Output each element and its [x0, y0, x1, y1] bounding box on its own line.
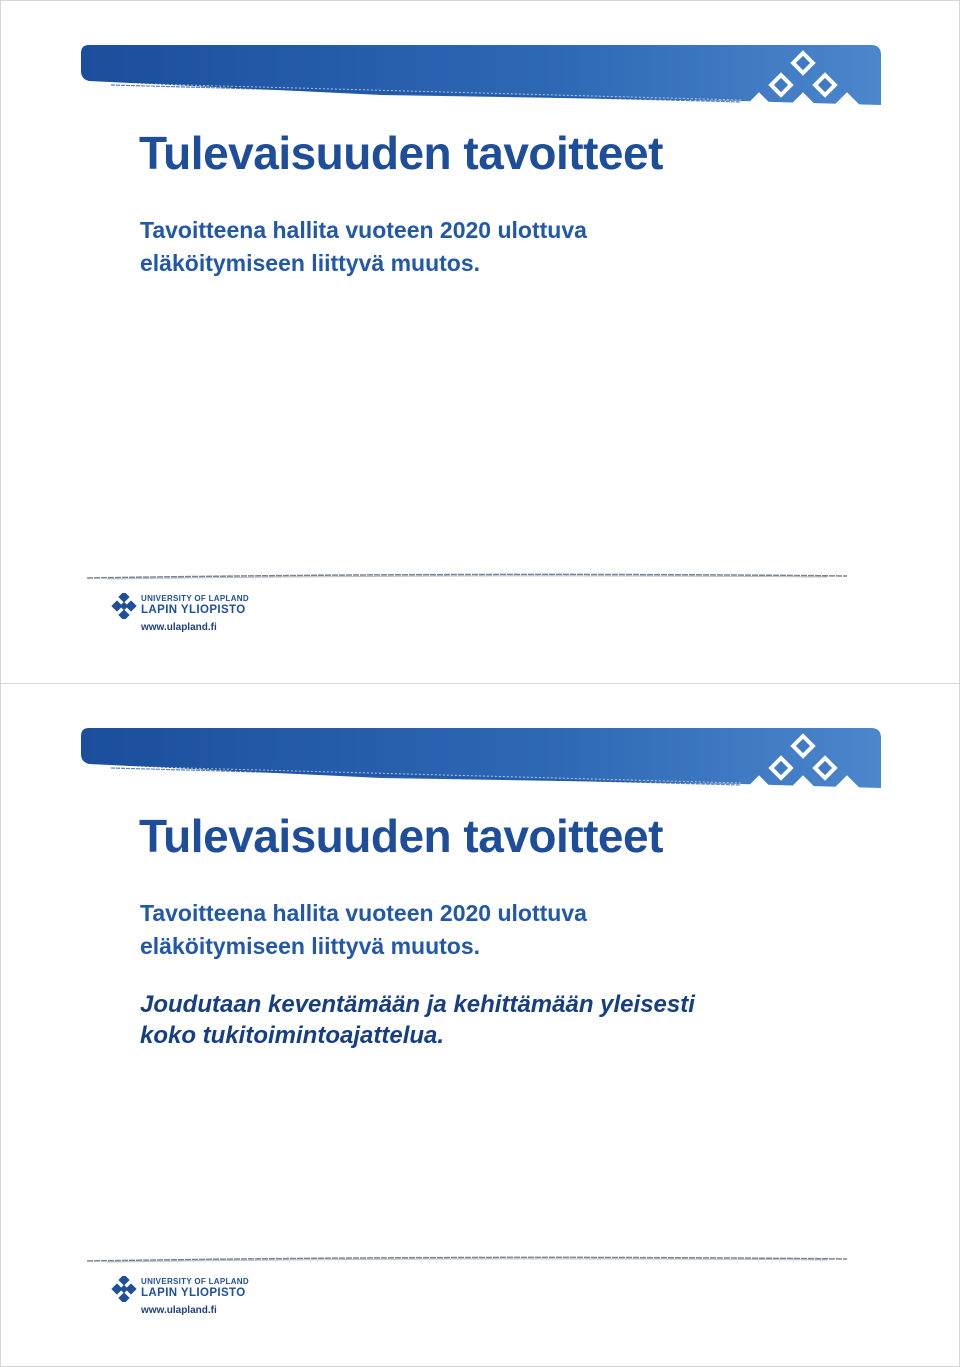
slide-title: Tulevaisuuden tavoitteet: [139, 810, 663, 862]
university-logo: [111, 591, 261, 635]
slide-body-italic: [140, 989, 695, 1051]
body-line: eläköitymiseen liittyvä muutos.: [140, 250, 481, 276]
footer-divider: [87, 569, 847, 583]
footer-url: www.ulapland.fi: [141, 622, 217, 633]
body-line: Tavoitteena hallita vuoteen 2020 ulottuva: [140, 217, 587, 243]
logo-university-fi: LAPIN YLIOPISTO: [141, 604, 246, 616]
university-snowflake-logo-icon: [111, 1276, 137, 1302]
university-snowflake-logo-icon: [111, 593, 137, 619]
slide-body: [140, 214, 587, 280]
body-line: eläköitymiseen liittyvä muutos.: [140, 933, 481, 959]
italic-line: koko tukitoimintoajattelua.: [140, 1022, 445, 1049]
header-banner: [81, 43, 881, 113]
logo-university-en: UNIVERSITY OF LAPLAND: [141, 594, 249, 603]
body-line: Tavoitteena hallita vuoteen 2020 ulottuva: [140, 900, 587, 926]
slide-2: [0, 683, 960, 1367]
footer-url: www.ulapland.fi: [141, 1305, 217, 1316]
header-banner: [81, 726, 881, 796]
italic-line: Joudutaan keventämään ja kehittämään yleisesti: [140, 991, 695, 1018]
logo-university-en: UNIVERSITY OF LAPLAND: [141, 1277, 249, 1286]
university-logo: [111, 1274, 261, 1318]
slide-title: Tulevaisuuden tavoitteet: [139, 127, 663, 179]
logo-university-fi: LAPIN YLIOPISTO: [141, 1287, 246, 1299]
footer-divider: [87, 1252, 847, 1266]
slide-body: [140, 897, 587, 963]
